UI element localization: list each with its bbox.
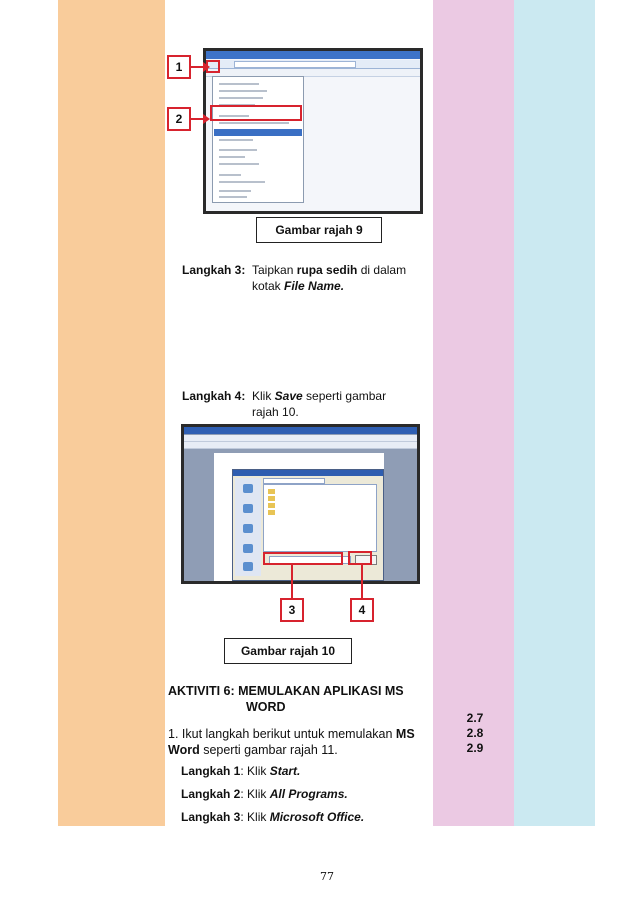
figure10-caption: Gambar rajah 10 — [224, 638, 352, 664]
column-1-background — [58, 0, 165, 826]
callout-2-arrow — [191, 118, 203, 120]
callout-2-highlight — [210, 105, 302, 121]
reference-item: 2.8 — [466, 726, 484, 740]
callout-1-arrow — [191, 66, 203, 68]
ie-title-bar — [206, 51, 420, 59]
ie-address-bar — [206, 60, 420, 69]
figure9-screenshot — [203, 48, 423, 214]
ie-file-menu — [212, 76, 304, 203]
activity6-step-2: Langkah 2: Klik All Programs. — [181, 787, 348, 801]
callout-4-line — [361, 565, 363, 598]
word-toolbar — [184, 442, 417, 449]
callout-2: 2 — [167, 107, 191, 131]
word-menu-bar — [184, 435, 417, 442]
column-4-background — [514, 0, 595, 826]
save-as-file-list — [263, 484, 377, 552]
figure9-caption: Gambar rajah 9 — [256, 217, 382, 243]
activity6-step-3: Langkah 3: Klik Microsoft Office. — [181, 810, 365, 824]
callout-1: 1 — [167, 55, 191, 79]
word-title-bar — [184, 427, 417, 434]
activity6-title: AKTIVITI 6: MEMULAKAN APLIKASI MS WORD — [168, 684, 404, 714]
step-3 — [182, 262, 422, 296]
step-3-label: Langkah 3: — [182, 263, 246, 277]
step-3-text: Taipkan rupa sedih di dalam kotak File Name. — [252, 263, 407, 293]
callout-3: 3 — [280, 598, 304, 622]
callout-4-highlight — [348, 551, 372, 565]
activity6-item-1: 1. Ikut langkah berikut untuk memulakan MS Word seperti gambar rajah 11. — [168, 727, 415, 757]
curriculum-references — [455, 711, 495, 756]
callout-1-highlight — [206, 60, 220, 73]
save-as-places-bar — [235, 478, 261, 576]
column-3-background — [433, 0, 514, 826]
reference-item: 2.9 — [466, 741, 484, 755]
step-4 — [182, 388, 422, 422]
callout-2-arrowhead — [203, 114, 210, 124]
step-4-label: Langkah 4: — [182, 389, 246, 403]
page-number: 77 — [320, 870, 334, 883]
activity6-step-1: Langkah 1: Klik Start. — [181, 764, 301, 778]
callout-3-line — [291, 565, 293, 598]
reference-item: 2.7 — [466, 711, 484, 725]
callout-4: 4 — [350, 598, 374, 622]
step-4-text: Klik Save seperti gambar rajah 10. — [252, 389, 387, 419]
callout-3-highlight — [263, 552, 343, 565]
